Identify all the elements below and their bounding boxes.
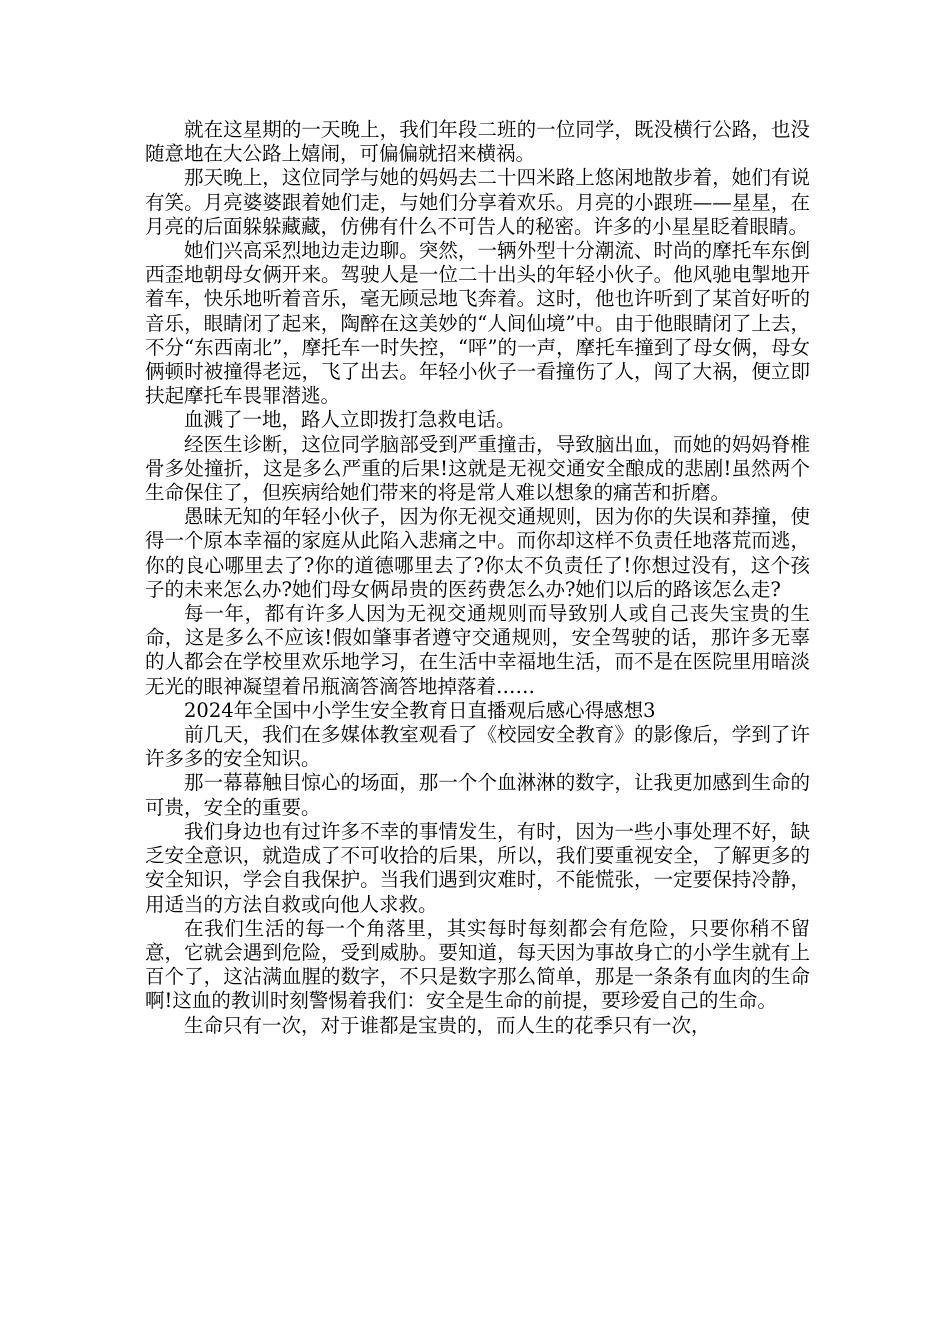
section-heading: 2024年全国中小学生安全教育日直播观后感心得感想3 xyxy=(184,698,656,722)
paragraph: 我们身边也有过许多不幸的事情发生，有时，因为一些小事处理不好，缺乏安全意识，就造成了不可收拾的后果，所以，我们要重视安全，了解更多的安全知识，学会自我保护。当我们遇到灾难时，不能慌张，一定要保持冷静，用适当的方法自救或向他人求救。 xyxy=(145,819,810,916)
paragraph: 那天晚上，这位同学与她的妈妈去二十四米路上悠闲地散步着，她们有说有笑。月亮婆婆跟着她们走，与她们分享着欢乐。月亮的小跟班——星星，在月亮的后面躲躲藏藏，仿佛有什么不可告人的秘密。许多的小星星眨着眼睛。 xyxy=(145,166,810,238)
paragraph: 就在这星期的一天晚上，我们年段二班的一位同学，既没横行公路，也没随意地在大公路上嬉闹，可偏偏就招来横祸。 xyxy=(145,118,810,166)
paragraph: 在我们生活的每一个角落里，其实每时每刻都会有危险，只要你稍不留意，它就会遇到危险，受到威胁。要知道，每天因为事故身亡的小学生就有上百个了，这沾满血腥的数字，不只是数字那么简单，那是一条条有血肉的生命啊!这血的教训时刻警惕着我们：安全是生命的前提，要珍爱自己的生命。 xyxy=(145,916,810,1013)
paragraph: 血溅了一地，路人立即拨打急救电话。 xyxy=(184,408,516,432)
paragraph: 愚昧无知的年轻小伙子，因为你无视交通规则，因为你的失误和莽撞，使得一个原本幸福的家庭从此陷入悲痛之中。而你却这样不负责任地落荒而逃，你的良心哪里去了?你的道德哪里去了?你太不负责任了!你想过没有，这个孩子的未来怎么办?她们母女俩昂贵的医药费怎么办?她们以后的路该怎么走? xyxy=(145,505,810,601)
document-body xyxy=(145,118,810,1038)
paragraph: 生命只有一次，对于谁都是宝贵的，而人生的花季只有一次， xyxy=(184,1013,711,1037)
paragraph: 她们兴高采烈地边走边聊。突然，一辆外型十分潮流、时尚的摩托车东倒西歪地朝母女俩开来。驾驶人是一位二十出头的年轻小伙子。他风驰电掣地开着车，快乐地听着音乐，毫无顾忌地飞奔着。这时，他也许听到了某首好听的音乐，眼睛闭了起来，陶醉在这美妙的“人间仙境”中。由于他眼睛闭了上去，不分“东西南北”，摩托车一时失控，“呯”的一声，摩托车撞到了母女俩，母女俩顿时被撞得老远，飞了出去。年轻小伙子一看撞伤了人，闯了大祸，便立即扶起摩托车畏罪潜逃。 xyxy=(145,239,810,408)
paragraph: 那一幕幕触目惊心的场面，那一个个血淋淋的数字，让我更加感到生命的可贵，安全的重要。 xyxy=(145,771,810,819)
paragraph: 每一年，都有许多人因为无视交通规则而导致别人或自己丧失宝贵的生命，这是多么不应该!假如肇事者遵守交通规则，安全驾驶的话，那许多无辜的人都会在学校里欢乐地学习，在生活中幸福地生活，而不是在医院里用暗淡无光的眼神凝望着吊瓶滴答滴答地掉落着…… xyxy=(145,602,810,698)
paragraph: 经医生诊断，这位同学脑部受到严重撞击，导致脑出血，而她的妈妈脊椎骨多处撞折，这是多么严重的后果!这就是无视交通安全酿成的悲剧!虽然两个生命保住了，但疾病给她们带来的将是常人难以想象的痛苦和折磨。 xyxy=(145,432,810,505)
paragraph: 前几天，我们在多媒体教室观看了《校园安全教育》的影像后，学到了许许多多的安全知识。 xyxy=(145,723,810,771)
